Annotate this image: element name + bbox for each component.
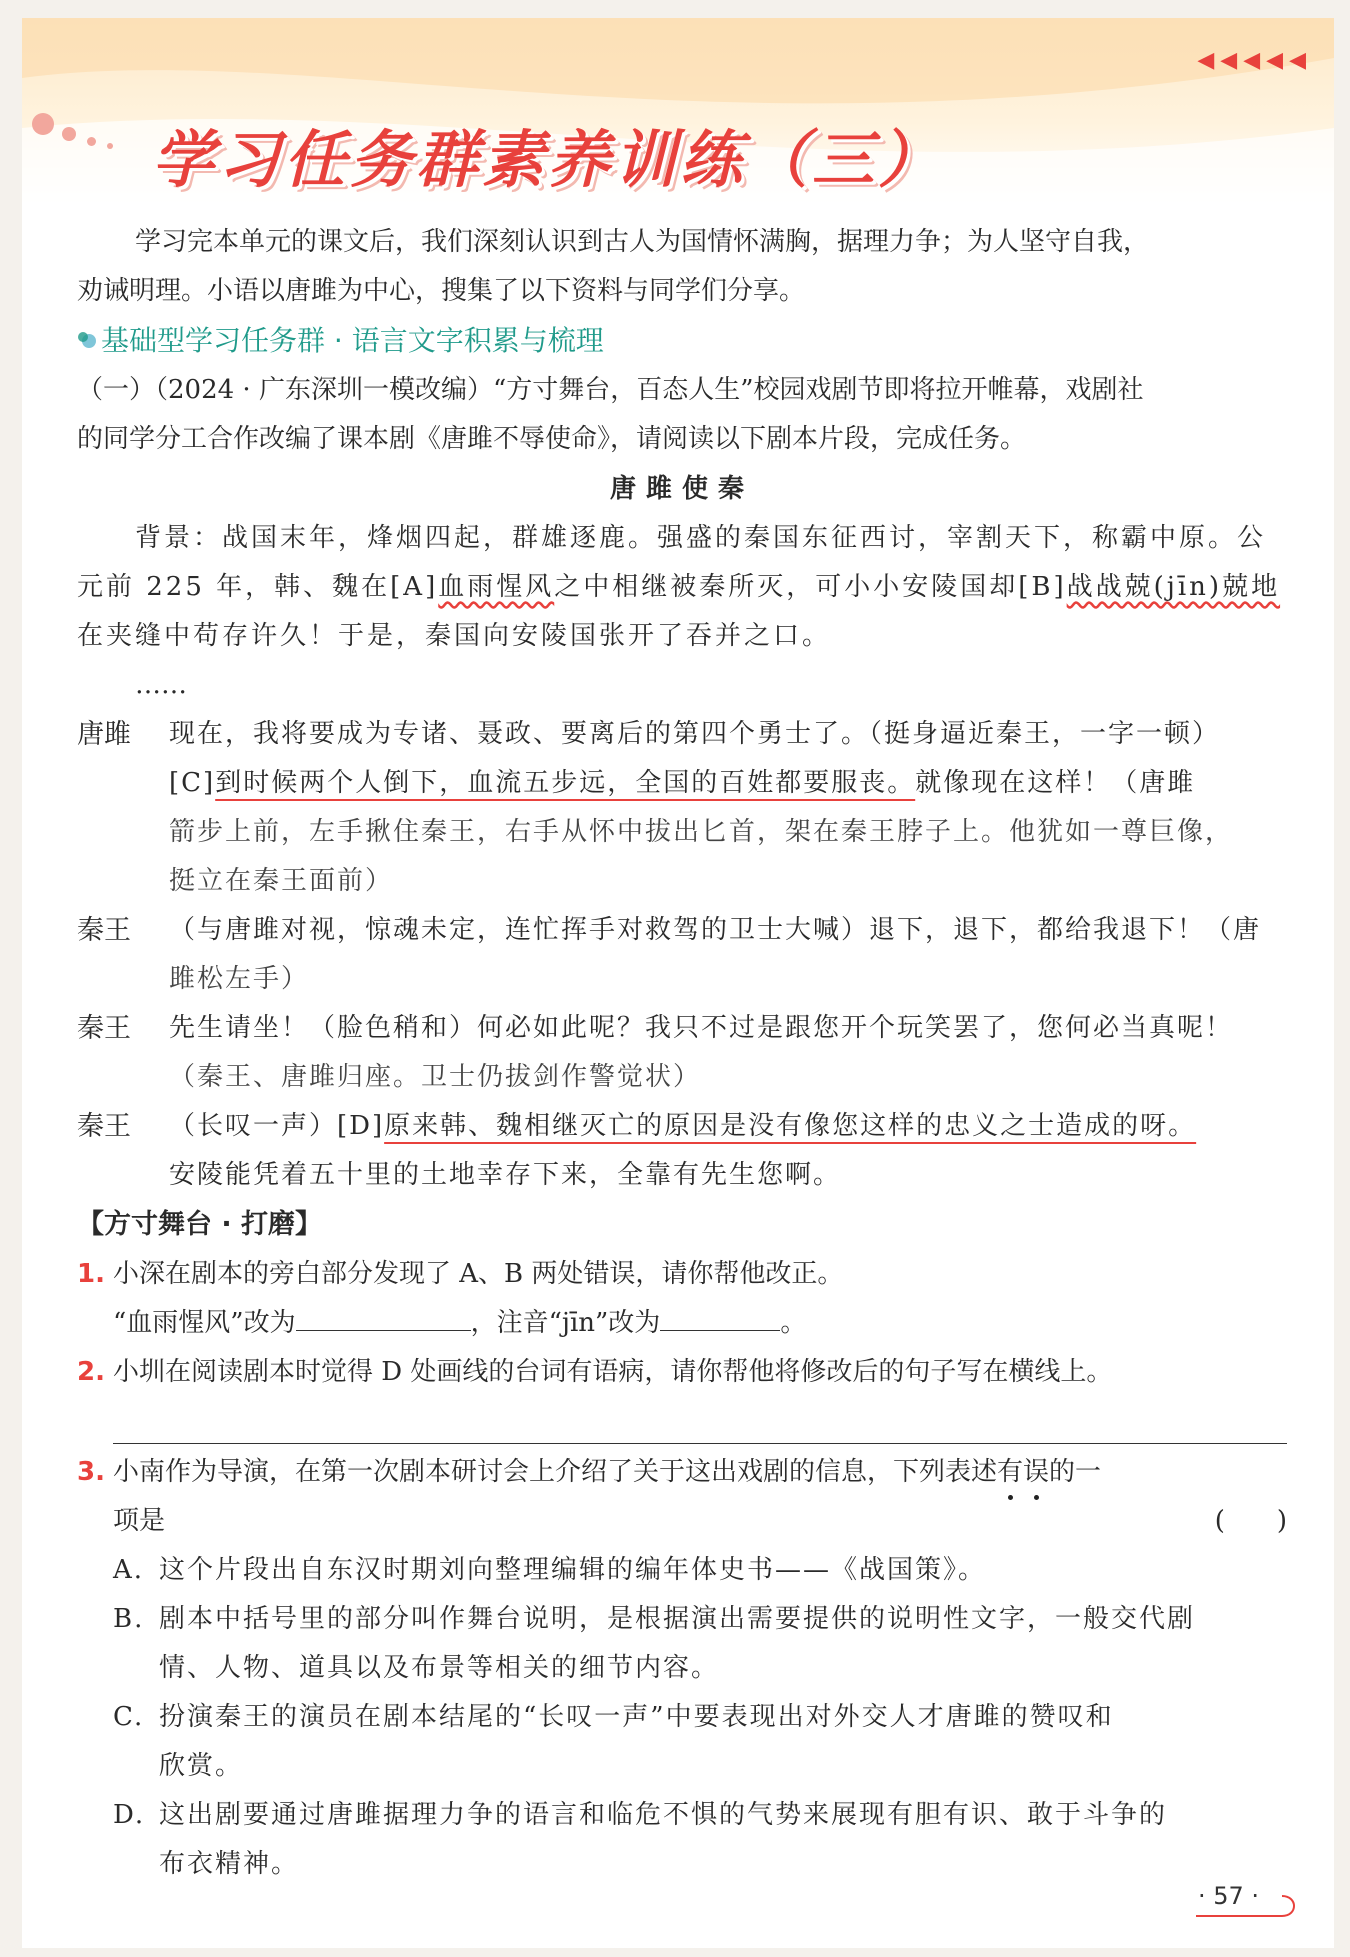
speaker-lines: （与唐雎对视，惊魂未定，连忙挥手对救驾的卫士大喊）退下，退下，都给我退下！（唐 雎松左手）	[169, 915, 1262, 994]
option-line	[113, 1644, 1287, 1693]
speaker-name: 秦王	[77, 1111, 131, 1142]
page-number: · 57 ·	[1197, 1882, 1259, 1910]
header-banner	[22, 18, 1334, 208]
main-content	[77, 218, 1287, 1889]
question-number: 3.	[77, 1457, 105, 1487]
dialogue-block	[77, 1102, 1287, 1200]
option-letter: D.	[113, 1800, 146, 1830]
option-text: 扮演秦王的演员在剧本结尾的“长叹一声”中要表现出对外交人才唐雎的赞叹和	[159, 1702, 1114, 1732]
speaker-name: 唐雎	[77, 719, 131, 750]
script-title: 唐雎使秦	[609, 474, 754, 504]
emphasis-char: 误	[1023, 1457, 1050, 1487]
speaker-name: 秦王	[77, 1013, 131, 1044]
option-line[interactable]	[113, 1791, 1287, 1840]
dialogue-block	[77, 1004, 1287, 1102]
option-line[interactable]	[113, 1693, 1287, 1742]
option-letter	[113, 1742, 159, 1791]
underlined-line-c: 到时候两个人倒下，血流五步远，全国的百姓都要服丧。	[215, 768, 916, 798]
option-letter: B.	[113, 1604, 145, 1634]
section-title: 基础型学习任务群 · 语言文字积累与梳理	[101, 324, 604, 357]
option-text: 这个片段出自东汉时期刘向整理编辑的编年体史书——《战国策》。	[159, 1555, 987, 1585]
arrow-icons: ◀◀◀◀◀	[1197, 48, 1312, 73]
intro-paragraph-line: 学习完本单元的课文后，我们深刻认识到古人为国情怀满胸，据理力争；为人坚守自我，	[135, 227, 1150, 257]
speaker-lines: （长叹一声）[D]原来韩、魏相继灭亡的原因是没有像您这样的忠义之士造成的呀。 安陵能凭着五十里的土地幸存下来，全靠有先生您啊。	[169, 1111, 1197, 1190]
script-background-line: 背景：战国末年，烽烟四起，群雄逐鹿。强盛的秦国东征西讨，宰割天下，称霸中原。公	[135, 523, 1267, 553]
part-intro-line: 的同学分工合作改编了课本剧《唐雎不辱使命》，请阅读以下剧本片段，完成任务。	[77, 424, 1027, 454]
emphasis-char: 有	[997, 1457, 1024, 1487]
section-heading	[77, 316, 1287, 366]
dialogue-block	[77, 906, 1287, 1004]
error-mark-a: 血雨惺风	[438, 572, 555, 602]
underlined-line-d: 原来韩、魏相继灭亡的原因是没有像您这样的忠义之士造成的呀。	[384, 1111, 1197, 1141]
page-title: 学习任务群素养训练（三）	[152, 123, 945, 196]
intro-paragraph-line: 劝诫明理。小语以唐雎为中心，搜集了以下资料与同学们分享。	[77, 276, 806, 306]
script-background-line: 元前 225 年，韩、魏在[A]血雨惺风之中相继被秦所灭，可小小安陵国却[B]战战兢(jīn)兢地	[77, 572, 1281, 602]
dialogue-block	[77, 710, 1287, 906]
option-text: 剧本中括号里的部分叫作舞台说明，是根据演出需要提供的说明性文字，一般交代剧	[159, 1604, 1196, 1634]
question-2: 2. 小圳在阅读剧本时觉得 D 处画线的台词有语病，请你帮他将修改后的句子写在横线上。	[77, 1348, 1287, 1397]
option-letter: C.	[113, 1702, 145, 1732]
error-mark-b: 战战兢(jīn)兢地	[1066, 572, 1281, 602]
speaker-lines: 先生请坐！（脸色稍和）何必如此呢？我只不过是跟您开个玩笑罢了，您何必当真呢！ （秦王、唐雎归座。卫士仍拔剑作警觉状）	[169, 1013, 1234, 1092]
question-number: 1.	[77, 1259, 105, 1289]
tasks-heading: 【方寸舞台 · 打磨】	[77, 1209, 323, 1240]
choice-options	[77, 1546, 1287, 1889]
option-text: 这出剧要通过唐雎据理力争的语言和临危不惧的气势来展现有胆有识、敢于斗争的	[159, 1800, 1168, 1830]
part-intro-line: （一）（2024 · 广东深圳一模改编）“方寸舞台，百态人生”校园戏剧节即将拉开帷幕，戏剧社	[77, 375, 1144, 405]
option-letter: A.	[113, 1555, 145, 1585]
question-number: 2.	[77, 1357, 105, 1387]
option-text: 欣赏。	[159, 1751, 244, 1781]
workbook-page	[22, 18, 1334, 1948]
answer-blank-2[interactable]	[660, 1300, 780, 1331]
answer-line[interactable]	[113, 1397, 1287, 1444]
answer-blank-1[interactable]	[296, 1300, 471, 1331]
option-line	[113, 1840, 1287, 1889]
speaker-lines: 现在，我将要成为专诸、聂政、要离后的第四个勇士了。（挺身逼近秦王，一字一顿） [C]到时候两个人倒下，血流五步远，全国的百姓都要服丧。就像现在这样！（唐雎 箭步上前，左手揪住秦王，右手从怀中拔出匕首，架在秦王脖子上。他犹如一尊巨像， 挺立在秦王面前）	[169, 719, 1234, 896]
option-letter	[113, 1840, 159, 1889]
section-bullet-icon	[77, 330, 97, 350]
answer-parentheses[interactable]: ( )	[1214, 1506, 1287, 1536]
question-1: 1. 小深在剧本的旁白部分发现了 A、B 两处错误，请你帮他改正。 “血雨惺风”改为 ，注音“jīn”改为 。	[77, 1250, 1287, 1348]
option-line	[113, 1742, 1287, 1791]
script-background-line: 在夹缝中苟存许久！于是，秦国向安陵国张开了吞并之口。	[77, 621, 832, 651]
script-ellipsis: ……	[135, 670, 187, 700]
option-line[interactable]	[113, 1595, 1287, 1644]
option-text: 情、人物、道具以及布景等相关的细节内容。	[159, 1653, 720, 1683]
question-3: 3. 小南作为导演，在第一次剧本研讨会上介绍了关于这出戏剧的信息，下列表述有误的一 项是 ( )	[77, 1448, 1287, 1546]
speaker-name: 秦王	[77, 915, 131, 946]
option-line[interactable]	[113, 1546, 1287, 1595]
option-text: 布衣精神。	[159, 1849, 300, 1879]
option-letter	[113, 1644, 159, 1693]
